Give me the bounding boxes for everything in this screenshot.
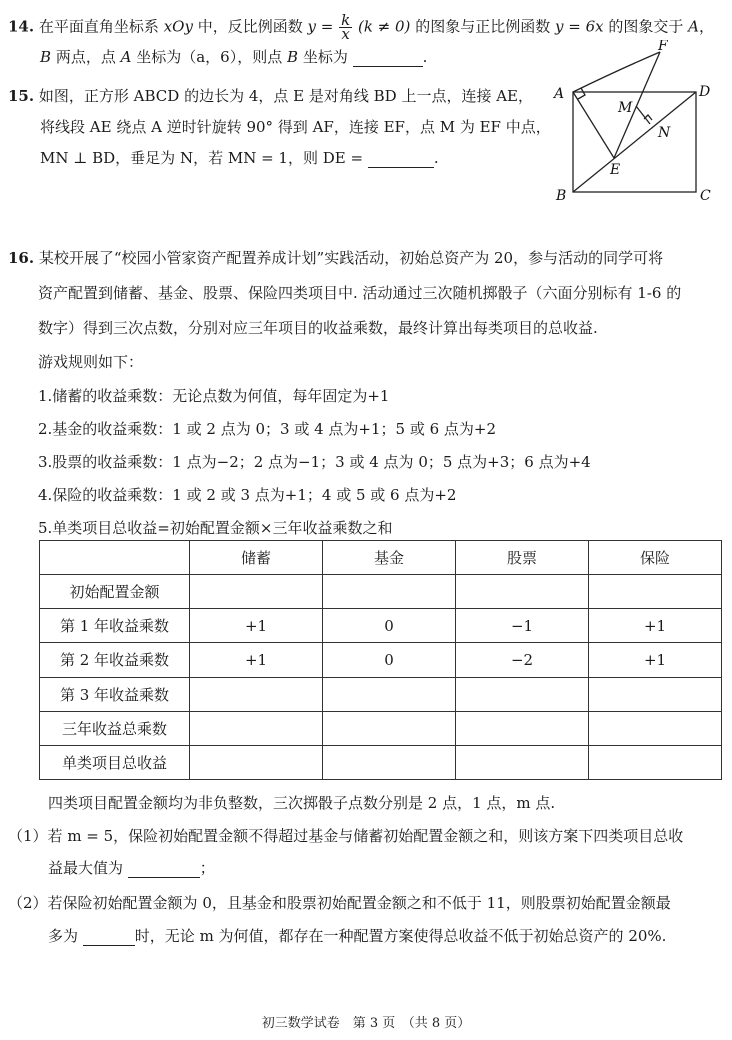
table-cell: 0	[323, 643, 456, 677]
q14-text: 中，反比例函数	[197, 17, 303, 36]
q14-fraction	[339, 11, 352, 43]
table-row-label: 三年收益总乘数	[40, 711, 190, 745]
table-cell	[190, 677, 323, 711]
q14-text: 两点，点	[55, 48, 116, 66]
table-cell	[456, 711, 589, 745]
q16-sub1-text: 若 m = 5，保险初始配置金额不得超过基金与储蓄初始配置金额之和，则该方案下四类项目总收	[47, 827, 684, 845]
table-cell	[190, 745, 323, 779]
table-row-label: 第 1 年收益乘数	[40, 609, 190, 643]
q16-intro-text: 资产配置到储蓄、基金、股票、保险四类项目中. 活动通过三次随机掷骰子（六面分别标有 1-6 的	[38, 284, 682, 302]
q16-intro-text: 某校开展了“校园小管家资产配置养成计划”实践活动，初始总资产为 20，参与活动的同学可将	[38, 249, 664, 267]
segment-af	[573, 52, 660, 92]
q16-number: 16.	[8, 249, 35, 267]
label-d: D	[699, 84, 711, 100]
q16-sub2-number: （2）	[8, 894, 48, 912]
q16-intro-line-3	[38, 318, 598, 338]
q16-sub2-text: 时，无论 m 为何值，都存在一种配置方案使得总收益不低于初始总资产的 20%.	[134, 927, 667, 945]
q14-k-condition: (k ≠ 0)	[357, 17, 411, 36]
table-cell: +1	[589, 643, 722, 677]
label-b: B	[556, 188, 567, 204]
label-n: N	[658, 125, 671, 141]
q14-line-1	[8, 11, 715, 43]
table-cell: −1	[456, 609, 589, 643]
table-header-cell: 保险	[589, 541, 722, 575]
q15-text: MN ⊥ BD，垂足为 N，若 MN = 1，则 DE =	[40, 149, 364, 167]
q16-sub1-line-2	[48, 858, 215, 878]
q16-intro-line-2	[38, 283, 681, 303]
table-cell	[323, 575, 456, 609]
table-cell	[323, 677, 456, 711]
table-cell: +1	[589, 609, 722, 643]
q14-text: 坐标为（a，6），则点	[136, 48, 283, 66]
q14-point-b: B	[40, 48, 52, 66]
table-cell	[589, 677, 722, 711]
table-cell: −2	[456, 643, 589, 677]
table-header-cell: 基金	[323, 541, 456, 575]
q14-text: 在平面直角坐标系	[38, 17, 159, 36]
table-header-cell: 股票	[456, 541, 589, 575]
table-cell	[190, 575, 323, 609]
table-row	[40, 677, 722, 711]
q16-rule-3: 3.股票的收益乘数：1 点为−2；2 点为−1；3 或 4 点为 0；5 点为+3；6 点为+4	[38, 453, 591, 471]
q16-condition: 四类项目配置金额均为非负整数，三次掷骰子点数分别是 2 点，1 点，m 点.	[48, 794, 556, 812]
table-cell	[323, 745, 456, 779]
q16-sub1-line-1	[8, 826, 683, 846]
q16-intro-line-1	[8, 248, 663, 268]
table-row-label: 第 3 年收益乘数	[40, 677, 190, 711]
q14-text: 的图象与正比例函数	[415, 17, 551, 36]
table-row-label: 第 2 年收益乘数	[40, 643, 190, 677]
table-row-label: 单类项目总收益	[40, 745, 190, 779]
q15-text: 如图，正方形 ABCD 的边长为 4，点 E 是对角线 BD 上一点，连接 AE，	[38, 87, 533, 105]
label-e: E	[610, 162, 621, 178]
right-angle-mark-n	[644, 115, 652, 120]
q14-answer-blank[interactable]	[353, 50, 423, 67]
q14-point-a: A	[688, 17, 700, 36]
table-row	[40, 575, 722, 609]
q16-sub1-text: 益最大值为	[48, 859, 124, 877]
q16-sub2-line-1	[8, 893, 671, 913]
table-cell: +1	[190, 643, 323, 677]
table-cell	[589, 745, 722, 779]
q15-line-3	[40, 148, 439, 168]
q14-func-lhs: y =	[307, 17, 334, 36]
q15-period: .	[433, 149, 439, 167]
q16-sub2-line-2	[48, 926, 666, 946]
table-cell	[456, 677, 589, 711]
label-f: F	[658, 40, 668, 54]
q15-number: 15.	[8, 87, 35, 105]
fraction-numerator: k	[341, 11, 351, 29]
q16-rule-4: 4.保险的收益乘数：1 或 2 或 3 点为+1；4 或 5 或 6 点为+2	[38, 486, 457, 504]
q16-sub2-answer-blank[interactable]	[83, 929, 135, 946]
q14-linear-func: y = 6x	[555, 17, 604, 36]
q16-rules-title: 游戏规则如下：	[38, 353, 144, 371]
q15-geometry-figure	[548, 40, 720, 205]
table-cell	[323, 711, 456, 745]
q14-point-a: A	[120, 48, 132, 66]
q16-allocation-table	[39, 540, 722, 780]
q16-sub2-text: 多为	[48, 927, 79, 945]
table-cell: 0	[323, 609, 456, 643]
fraction-denominator: x	[341, 25, 350, 43]
page-footer: 初三数学试卷 第 3 页 （共 8 页）	[261, 1016, 471, 1031]
table-header-cell	[40, 541, 190, 575]
q16-sub1-answer-blank[interactable]	[128, 861, 200, 878]
q14-text: 的图象交于	[608, 17, 684, 36]
table-cell	[456, 745, 589, 779]
q16-rule-5: 5.单类项目总收益=初始配置金额×三年收益乘数之和	[38, 519, 393, 537]
table-cell: +1	[190, 609, 323, 643]
q16-intro-text: 数字）得到三次点数，分别对应三年项目的收益乘数，最终计算出每类项目的总收益.	[38, 319, 598, 337]
q14-text: 坐标为	[302, 48, 348, 66]
q14-period: .	[422, 48, 428, 66]
table-row	[40, 643, 722, 677]
table-cell	[589, 711, 722, 745]
q14-line-2	[40, 47, 427, 67]
label-a: A	[554, 86, 565, 102]
label-c: C	[700, 188, 711, 204]
table-cell	[589, 575, 722, 609]
table-cell	[190, 711, 323, 745]
q15-line-2	[40, 117, 551, 137]
q14-number: 14.	[8, 17, 35, 36]
segment-ae	[573, 92, 614, 158]
q16-sub1-semicolon: ；	[199, 859, 215, 877]
q14-comma: ，	[699, 17, 715, 36]
table-cell	[456, 575, 589, 609]
table-header-cell: 储蓄	[190, 541, 323, 575]
label-m: M	[618, 100, 633, 116]
q16-rule-2: 2.基金的收益乘数：1 或 2 点为 0；3 或 4 点为+1；5 或 6 点为+2	[38, 420, 497, 438]
q14-coord-system: xOy	[163, 17, 193, 36]
q15-line-1	[8, 86, 533, 106]
table-row	[40, 711, 722, 745]
table-row	[40, 609, 722, 643]
table-row	[40, 745, 722, 779]
table-header-row	[40, 541, 722, 575]
q16-sub2-text: 若保险初始配置金额为 0，且基金和股票初始配置金额之和不低于 11，则股票初始配置金额最	[47, 894, 671, 912]
q15-text: 将线段 AE 绕点 A 逆时针旋转 90° 得到 AF，连接 EF，点 M 为 EF 中点，	[40, 118, 551, 136]
q15-answer-blank[interactable]	[368, 151, 434, 168]
table-row-label: 初始配置金额	[40, 575, 190, 609]
q16-sub1-number: （1）	[8, 827, 48, 845]
diagonal-bd	[573, 92, 696, 192]
q14-point-b: B	[287, 48, 299, 66]
q16-rule-1: 1.储蓄的收益乘数：无论点数为何值，每年固定为+1	[38, 387, 390, 405]
